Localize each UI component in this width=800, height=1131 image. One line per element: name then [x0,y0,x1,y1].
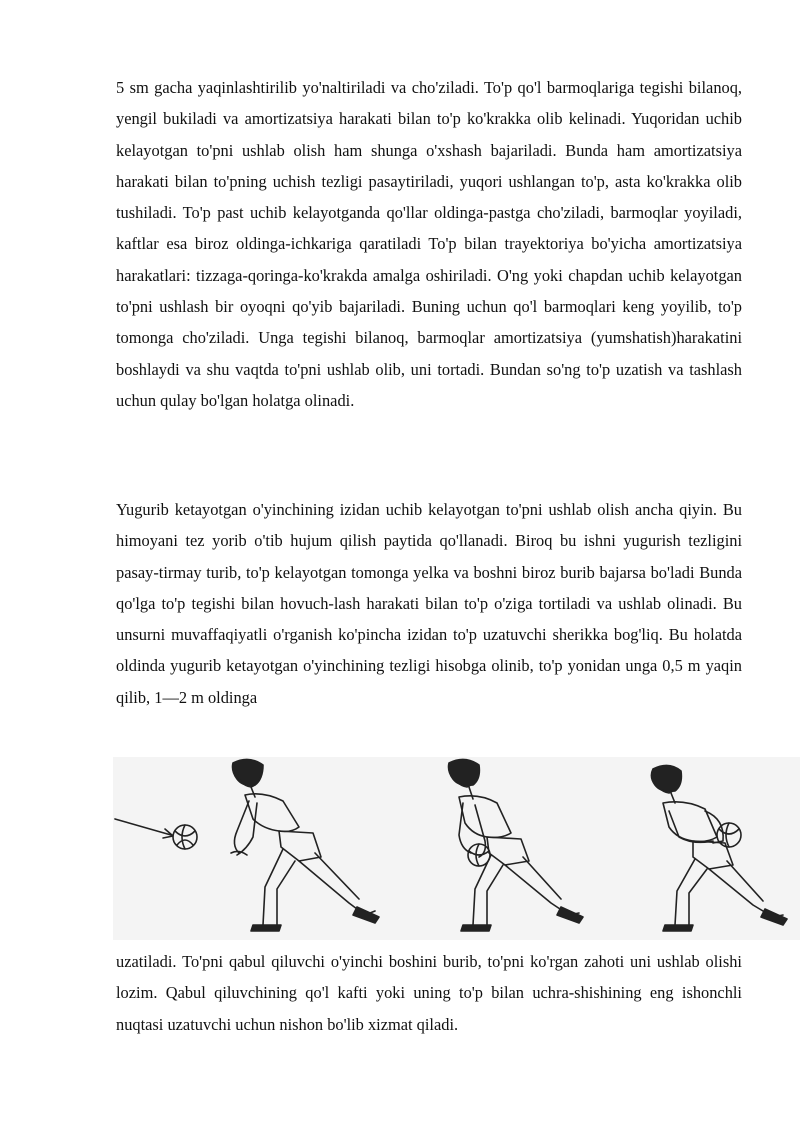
ball-incoming [173,825,197,849]
paragraph-ball-catching-technique: 5 sm gacha yaqinlashtirilib yo'naltiriladi va cho'ziladi. To'p qo'l barmoqlariga tegishi bilanoq, yengil bukiladi va amortizatsiya harakati bilan to'p ko'krakka olib kelinadi. Yuqoridan uchib kelayotgan to'pni ushlab olish ham shunga o'xshash bajariladi. Bunda ham amortizatsiya harakati bilan to'pning uchish tezligi pasaytiriladi, yuqori ushlangan to'p, asta ko'krakka olib tushiladi. To'p past uchib kelayotganda qo'llar oldinga-pastga cho'ziladi, barmoqlar yoyiladi, kaftlar esa biroz oldinga-ichkariga qaratiladi To'p bilan trayektoriya bo'yicha amortizatsiya harakatlari: tizzaga-qoringa-ko'krakda amalga oshiriladi. O'ng yoki chapdan uchib kelayotgan to'pni ushlash bir oyoqni qo'yib bajariladi. Buning uchun qo'l barmoqlari keng yoyilib, to'p tomonga cho'ziladi. Unga tegishi bilanoq, barmoqlar amortizatsiya (yumshatish)harakatini boshlaydi va shu vaqtda to'pni ushlab olib, uni tortadi. Bundan so'ng to'p uzatish va tashlash uchun qulay bo'lgan holatga olinadi. [116,78,742,410]
player-figure-amortization [449,759,584,931]
catching-sequence-illustration [113,757,800,940]
paragraph-catching-while-running: Yugurib ketayotgan o'yinchining izidan uchib kelayotgan to'pni ushlab olish ancha qiyin. Bu himoyani tez yorib o'tib hujum qilish paytida qo'llanadi. Biroq bu ishni yugurish tezligini pasay-tirmay turib, to'p kelayotgan tomonga yelka va boshni biroz burib bajarsa bo'ladi Bunda qo'lga to'p tegishi bilan hovuch-lash harakati bilan to'p o'ziga tortiladi va ushlab olinadi. Bu unsurni muvaffaqiyatli o'rganish ko'pincha izidan to'p uzatuvchi sherikka bog'liq. Bu holatda oldinda yugurib ketayotgan o'yinchining tezligi hisobga olinib, to'p yonidan unga 0,5 m yaqin qilib, 1—2 m oldinga [116,500,742,707]
player-figure-reaching [231,759,379,931]
paragraph-receiving-pass: uzatiladi. To'pni qabul qiluvchi o'yinchi boshini burib, to'pni ko'rgan zahoti uni ushlab olishi lozim. Qabul qiluvchining qo'l kafti yoki uning to'p bilan uchra-shishining eng ishonchli nuqtasi uzatuvchi uchun nishon bo'lib xizmat qiladi. [116,952,742,1034]
player-figure-ball-to-chest [651,765,787,931]
ball-trajectory-arrow [115,819,173,838]
